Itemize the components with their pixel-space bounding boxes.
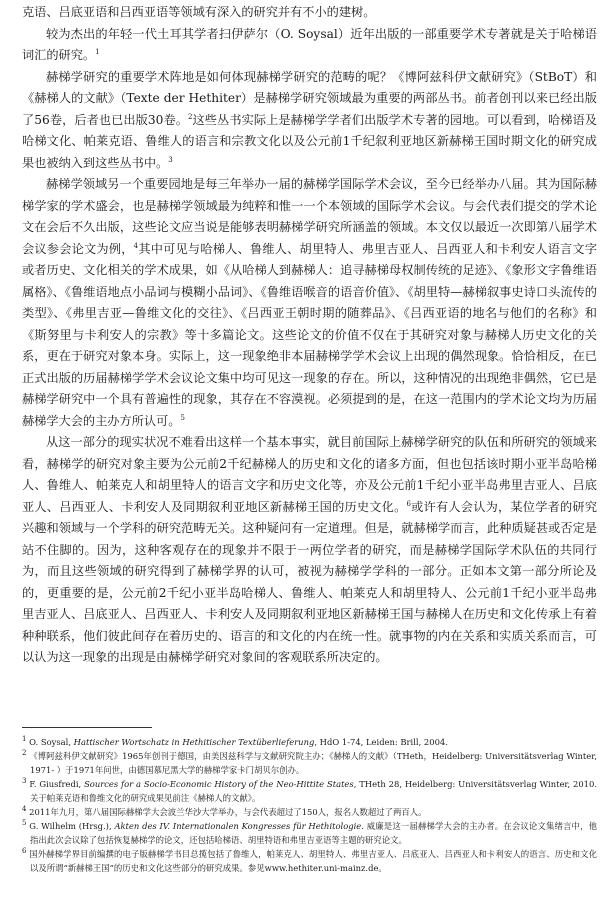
footnote-separator [22, 727, 152, 728]
footnote-2: $^2$ 《博阿兹科伊文献研究》1965年创刊于德国，由美因兹科学与文献研究院主办；《赫梯人的文献》（THeth，Heidelberg: Universitätsverlag Winter, 1971- ）于1971年问世，由德国慕尼黑大学的赫梯学家卡门胡贝尔创办。 [22, 749, 597, 775]
footnote-5: $^5$ G. Wilhelm (Hrsg.), Akten des IV. Internationalen Kongresses für Hethitologie. 威廉是这一届赫梯学大会的主办者。在会议论文集绪言中，他指出此次会议除了包括恢复赫梯学的论文，还包括哈梯语、胡里特语和弗里吉亚语等主题的研究论文。 [22, 819, 597, 845]
footnote-ref-1: 1 [95, 47, 100, 56]
footnotes [22, 735, 597, 875]
footnote-ref-6: 6 [406, 499, 411, 508]
footnote-6: $^6$ 国外赫梯学界目前编撰的电子版赫梯学书目总揽包括了鲁维人，帕莱克人、胡里特人、弗里吉亚人、吕底亚人、吕西亚人和卡利安人的语言、历史和文化以及所谓“新赫梯王国”的历史和文化这些部分的研究成果。参见www.hethiter.uni-mainz.de。 [22, 847, 597, 873]
footnote-ref-3: 3 [168, 155, 173, 164]
footnote-1: $^1$ O. Soysal, Hattischer Wortschatz in Hethitischer Textüberlieferung, HdO 1-74, Leiden: Brill, 2004. [22, 735, 448, 747]
paragraph-4: 赫梯学领域另一个重要园地是每三年举办一届的赫梯学国际学术会议，至今已经举办八届。其为国际赫梯学家的学术盛会，也是赫梯学领域最为纯粹和惟一一个本领域的国际学术会议。与会代表们提交的学术论文在会后不久出版，这些论文应当说是能够表明赫梯学研究所涵盖的领域。本文仅以最近一次即第八届学术会议参会论文为例，$^4$其中可见与哈梯人、鲁维人、胡里特人、弗里吉亚人、吕西亚人和卡利安人语言文字或者历史、文化相关的学术成果，如《从哈梯人到赫梯人：追寻赫梯母权制传统的足迹》、《象形文字鲁维语属格》、《鲁维语地点小品词与模糊小品词》、《鲁维语喉音的语音价值》、《胡里特—赫梯叙事史诗口头流传的类型》、《弗里吉亚—鲁维文化的交往》、《吕西亚王朝时期的随葬品》、《吕西亚语的地名与他们的名称》和《斯努里与卡利安人的宗教》等十多篇论文。这些论文的价值不仅在于其研究对象与赫梯人历史文化的关系，更在于研究对象本身。实际上，这一现象绝非本届赫梯学学术会议上出现的偶然现象。恰恰相反，在已正式出版的历届赫梯学学术会议论文集中均可见这一现象的存在。所以，这种情况的出现绝非偶然，它已是赫梯学研究中一个具有普遍性的现象，其存在不容漠视。必须提到的是，在这一范围内的学术论文均为历届赫梯学大会的主办方所认可。$^5$ [22, 177, 598, 428]
paragraph-5: 从这一部分的现实状况不难看出这样一个基本事实，就目前国际上赫梯学研究的队伍和所研究的领域来看，赫梯学的研究对象主要为公元前2千纪赫梯人的历史和文化的诸多方面，但也包括该时期小亚半岛哈梯人、鲁维人、帕莱克人和胡里特人的语言文字和历史文化等，亦及公元前1千纪小亚半岛弗里吉亚人、吕底亚人、吕西亚人、卡利安人及同期叙利亚地区新赫梯王国的历史文化。$^6$或许有人会认为，某位学者的研究兴趣和领域与一个学科的研究范畴无关。这种疑问有一定道理。但是，就赫梯学而言，此种质疑甚或否定是站不住脚的。因为，这种客观存在的现象并不限于一两位学者的研究，而是赫梯学国际学术队伍的共同行为，而且这些领域的研究得到了赫梯学界的认可，被视为赫梯学学科的一部分。正如本文第一部分所论及的，更重要的是，公元前2千纪小亚半岛哈梯人、鲁维人、帕莱克人和胡里特人、公元前1千纪小亚半岛弗里吉亚人、吕底亚人、吕西亚人、卡利安人及同期叙利亚地区新赫梯王国与赫梯人在历史和文化传承上有着种种联系，他们彼此间存在着历史的、语言的和文化的内在统一性。就事物的内在关系和实质关系而言，可以认为这一现象的出现是由赫梯学研究对象间的客观联系所决定的。 [22, 435, 598, 664]
footnote-ref-2: 2 [188, 112, 193, 121]
body-text [22, 2, 597, 669]
footnote-ref-5: 5 [180, 413, 185, 422]
footnote-ref-4: 4 [133, 241, 139, 250]
paragraph-1: 克语、吕底亚语和吕西亚语等领域有深入的研究并有不小的建树。 [22, 5, 376, 19]
paragraph-2: 较为杰出的年轻一代土耳其学者扫伊萨尔（O. Soysal）近年出版的一部重要学术专著就是关于哈梯语词汇的研究。$^1$ [22, 26, 597, 62]
footnote-3: $^3$ F. Giusfredi, Sources for a Socio-Economic History of the Neo-Hittite States, THeth 28, Heidelberg: Universitätsverlag Winter, 2010. 关于帕莱克语和鲁维文化的研究成果见前注《赫梯人的文献》。 [22, 777, 597, 803]
paragraph-3: 赫梯学研究的重要学术阵地是如何体现赫梯学研究的范畴的呢？《博阿兹科伊文献研究》（StBoT）和《赫梯人的文献》（Texte der Hethiter）是赫梯学研究领域最为重要的两部丛书。前者创刊以来已经出版了56卷，后者也已出版30卷。$^2$这些丛书实际上是赫梯学学者们出版学术专著的园地。可以看到，哈梯语及哈梯文化、帕莱克语、鲁维人的语言和宗教文化以及公元前1千纪叙利亚地区新赫梯王国时期文化的研究成果也被纳入到这些丛书中。$^3$ [22, 69, 597, 170]
footnote-4: $^4$ 2011年九月，第八届国际赫梯学大会波兰华沙大学举办，与会代表超过了150人，报名人数超过了两百人。 [22, 805, 427, 817]
